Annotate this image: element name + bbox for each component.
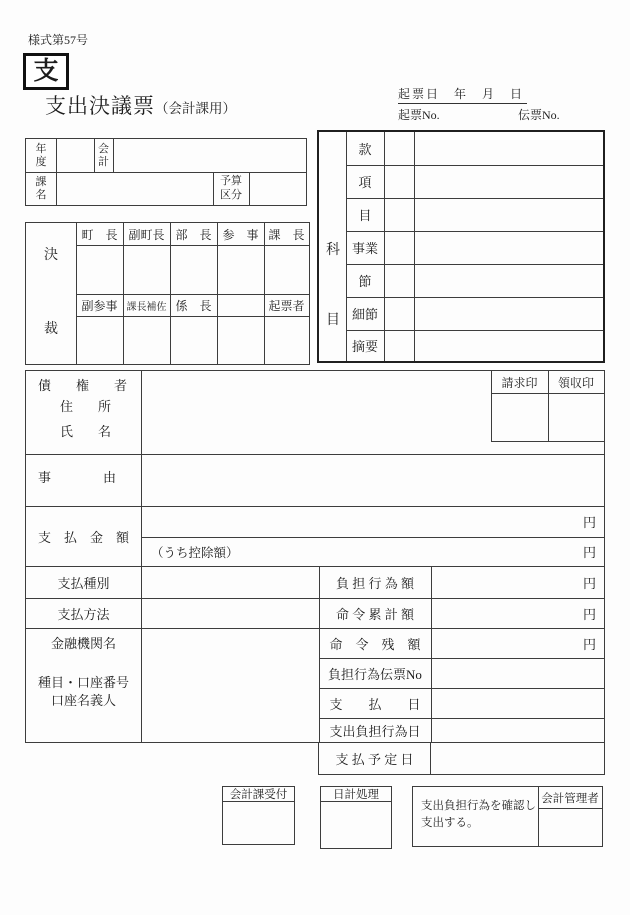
accounting-manager-box <box>412 786 603 847</box>
order-cumulative-amount-label: 命 令 累 計 額 <box>335 606 414 622</box>
budget-item-table <box>317 130 605 363</box>
account-value-cell <box>113 139 306 172</box>
yen-unit: 円 <box>582 545 596 560</box>
issue-date-line: 起票日 年 月 日 <box>398 85 527 104</box>
approver-department-head-label: 部 長 <box>175 227 212 242</box>
approver-counselor-label: 参 事 <box>222 227 259 242</box>
account-type-number-label: 種目・口座番号 <box>37 675 129 690</box>
kamoku-code-cell <box>384 297 414 330</box>
receipt-stamp-cell <box>548 393 604 441</box>
bank-account-value-cell <box>141 628 319 742</box>
bank-name-label: 金融機関名 <box>50 636 116 651</box>
order-cumulative-value-cell <box>431 598 604 628</box>
order-balance-value-cell <box>431 628 604 658</box>
accounting-reception-label: 会計課受付 <box>229 789 288 801</box>
accounting-reception-stamp-cell <box>223 802 294 844</box>
kamoku-row-moku-label: 目 <box>358 208 372 223</box>
kamoku-value-cell <box>414 330 603 361</box>
fiscal-info-table <box>25 138 307 206</box>
approval-table <box>25 222 310 365</box>
approval-label-top: 決 <box>44 248 58 263</box>
invoice-stamp-label: 請求印 <box>501 375 538 390</box>
confirmation-note <box>421 798 536 831</box>
issue-numbers-row <box>398 106 608 123</box>
budget-category-value-cell <box>249 172 306 205</box>
confirmation-note-line1: 支出負担行為を確認し <box>421 800 536 812</box>
title-block <box>45 90 236 120</box>
approval-stamp-cell <box>170 245 217 294</box>
approver-blank-label <box>217 294 264 316</box>
shi-stamp-box <box>23 53 69 90</box>
kamoku-code-cell <box>384 198 414 231</box>
approval-stamp-cell <box>76 245 123 294</box>
accounting-manager-label: 会計管理者 <box>541 792 599 805</box>
approver-subsection-chief-label: 係 長 <box>175 298 212 313</box>
creditor-name-label: 氏 名 <box>60 424 118 439</box>
section-name-value-cell <box>56 172 213 205</box>
kamoku-value-cell <box>414 198 603 231</box>
approval-stamp-cell <box>123 316 170 364</box>
shi-stamp-char: 支 <box>33 58 59 85</box>
kamoku-row-kou-label: 項 <box>358 175 372 190</box>
obligation-amount-value-cell <box>431 566 604 598</box>
kamoku-value-cell <box>414 297 603 330</box>
account-holder-label: 口座名義人 <box>50 692 116 708</box>
receipt-stamp-label: 領収印 <box>557 375 594 390</box>
kamoku-value-cell <box>414 132 603 165</box>
daily-processing-stamp-cell <box>321 802 391 848</box>
approver-section-chief-label: 課 長 <box>268 227 305 242</box>
yen-unit: 円 <box>582 606 596 622</box>
kamoku-label-bottom: 目 <box>326 313 340 328</box>
daily-processing-box <box>320 786 392 849</box>
kamoku-label-top: 科 <box>326 243 340 258</box>
approval-stamp-cell <box>123 245 170 294</box>
approval-stamp-cell <box>217 245 264 294</box>
creditor-address-label: 住 所 <box>60 399 118 414</box>
payment-method-value-cell <box>141 598 319 628</box>
payment-date-label: 支 払 日 <box>329 696 421 712</box>
approval-stamp-cell <box>170 316 217 364</box>
kamoku-value-cell <box>414 231 603 264</box>
kamoku-row-tekiyou-label: 摘要 <box>351 339 378 354</box>
payment-date-value-cell <box>431 688 604 718</box>
issue-info-block <box>398 85 608 123</box>
approval-label-bottom: 裁 <box>44 322 58 337</box>
kamoku-code-cell <box>384 330 414 361</box>
form-number: 様式第57号 <box>28 33 89 47</box>
kamoku-code-cell <box>384 231 414 264</box>
obligation-date-label: 支出負担行為日 <box>329 723 421 739</box>
payment-type-value-cell <box>141 566 319 598</box>
account-label: 会計 <box>97 142 109 168</box>
approver-assistant-chief-label: 課長補佐 <box>126 301 167 313</box>
page-title: 支出決議票 <box>45 94 155 118</box>
fiscal-year-label: 年度 <box>35 142 47 168</box>
daily-processing-label: 日計処理 <box>333 789 379 801</box>
deduction-value-cell <box>141 537 604 566</box>
issue-no-label: 起票No. <box>398 108 440 122</box>
yen-unit: 円 <box>582 575 596 591</box>
main-table <box>25 370 605 743</box>
kamoku-row-jigyou-label: 事業 <box>351 241 378 256</box>
payment-method-label: 支払方法 <box>57 606 110 622</box>
reason-value-cell <box>142 455 604 506</box>
payment-type-label: 支払種別 <box>57 575 110 591</box>
confirmation-note-line2: 支出する。 <box>421 816 479 829</box>
kamoku-value-cell <box>414 264 603 297</box>
page-title-suffix: （会計課用） <box>155 101 236 116</box>
obligation-amount-label: 負 担 行 為 額 <box>335 575 414 591</box>
payment-amount-value-cell <box>141 506 604 537</box>
order-balance-label: 命 令 残 額 <box>329 636 421 652</box>
kamoku-row-kan-label: 款 <box>358 142 372 157</box>
obligation-voucher-no-label: 負担行為伝票No <box>328 666 422 682</box>
creditor-value-cell <box>142 371 491 454</box>
fiscal-year-value-cell <box>56 139 94 172</box>
approval-stamp-cell <box>264 316 309 364</box>
kamoku-code-cell <box>384 132 414 165</box>
payment-amount-label: 支 払 金 額 <box>37 529 129 545</box>
approval-stamp-cell <box>264 245 309 294</box>
obligation-voucher-no-value-cell <box>431 658 604 688</box>
approval-stamp-cell <box>76 316 123 364</box>
kamoku-row-setsu-label: 節 <box>358 274 372 289</box>
kamoku-code-cell <box>384 165 414 198</box>
kamoku-value-cell <box>414 165 603 198</box>
obligation-date-value-cell <box>431 718 604 742</box>
reason-label: 事 由 <box>38 470 117 485</box>
yen-unit: 円 <box>582 515 596 530</box>
payment-due-date-value-cell <box>431 743 604 774</box>
approver-deputy-mayor-label: 副町長 <box>128 227 165 242</box>
creditor-title-label: 債 権 者 <box>38 378 134 393</box>
approver-mayor-label: 町 長 <box>81 227 118 242</box>
section-name-label: 課名 <box>35 175 47 201</box>
kamoku-code-cell <box>384 264 414 297</box>
approver-drafter-label: 起票者 <box>268 298 305 313</box>
payment-due-date-row <box>318 743 605 775</box>
bank-account-label-cell <box>26 628 141 742</box>
accounting-manager-stamp-cell <box>538 810 602 846</box>
payment-due-date-label: 支 払 予 定 日 <box>335 752 414 767</box>
deduction-label: （うち控除額） <box>151 545 239 560</box>
accounting-reception-box <box>222 786 295 845</box>
budget-category-label: 予算区分 <box>220 175 242 201</box>
kamoku-row-saisetsu-label: 細節 <box>351 307 378 322</box>
invoice-stamp-cell <box>491 393 548 441</box>
approver-deputy-counselor-label: 副参事 <box>81 298 118 313</box>
yen-unit: 円 <box>582 636 596 652</box>
approval-stamp-cell <box>217 316 264 364</box>
voucher-no-label: 伝票No. <box>518 108 560 122</box>
